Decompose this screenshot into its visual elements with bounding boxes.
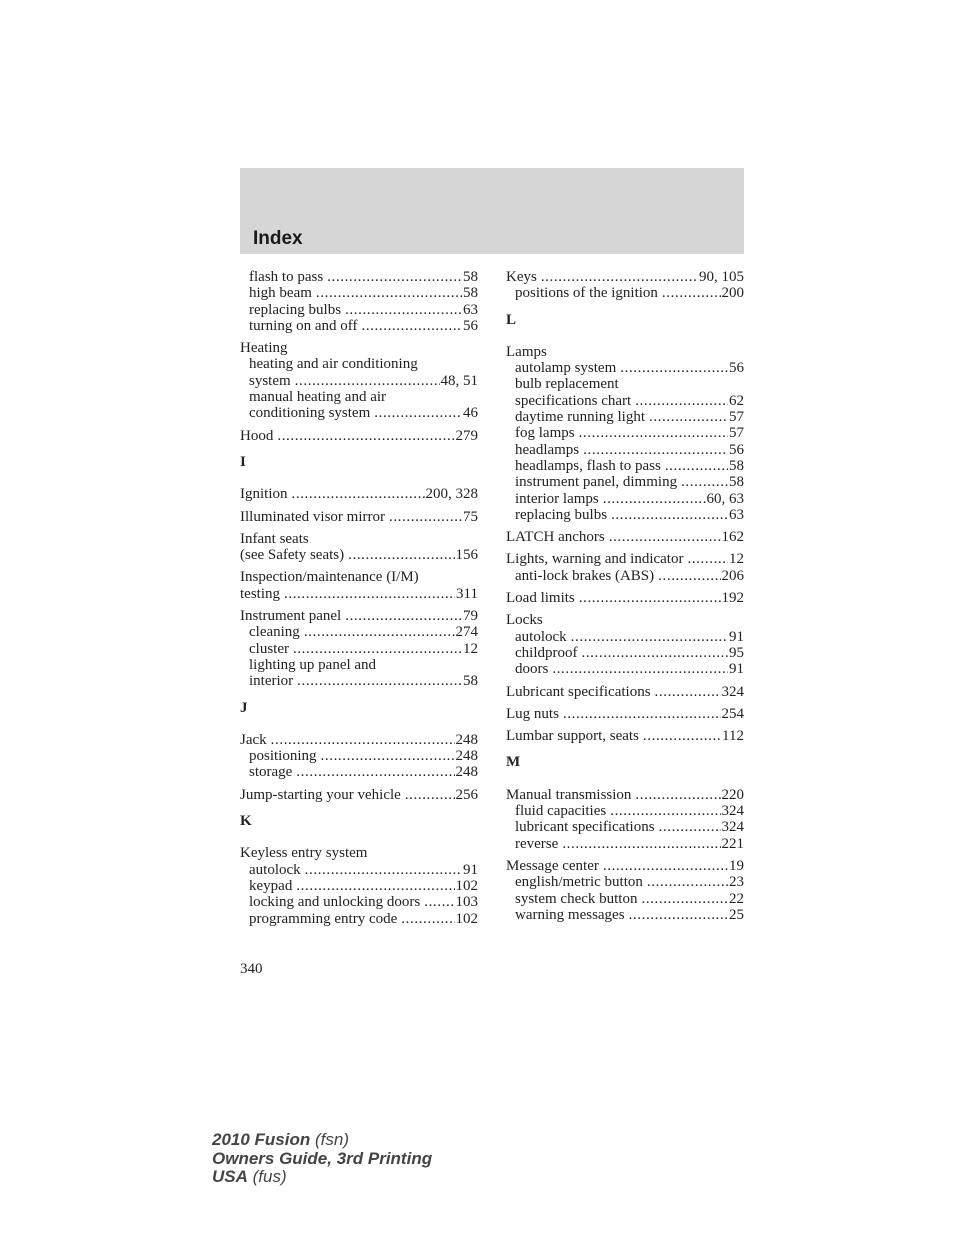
entry-label: cleaning — [249, 624, 300, 641]
entry-page-ref: 248 — [455, 748, 478, 765]
index-entry — [506, 551, 744, 567]
index-subentry — [240, 405, 478, 421]
entry-page-ref: 102 — [455, 877, 478, 894]
index-entry — [240, 428, 478, 444]
index-subentry-text: lighting up panel and — [249, 656, 377, 673]
index-subentry — [240, 748, 478, 764]
entry-label: interior lamps — [515, 490, 599, 507]
dot-leader — [603, 491, 706, 507]
index-letter-heading: K — [240, 813, 252, 830]
index-subentry — [240, 269, 478, 285]
entry-page-ref: 274 — [455, 624, 478, 641]
entry-label: keypad — [249, 877, 293, 894]
index-entry — [240, 608, 478, 624]
entry-label: interior — [249, 673, 294, 690]
index-subentry — [506, 507, 744, 523]
entry-label: Load limits — [506, 590, 575, 607]
index-entry — [240, 787, 478, 803]
entry-page-ref: 254 — [721, 705, 744, 722]
entry-page-ref: 248 — [455, 764, 478, 781]
index-subentry — [506, 836, 744, 852]
dot-leader — [401, 911, 454, 927]
dot-leader — [581, 645, 728, 661]
index-subentry — [506, 393, 744, 409]
entry-label: doors — [515, 661, 549, 678]
dot-leader — [305, 862, 462, 878]
index-entry — [240, 586, 478, 602]
entry-label: autolock — [515, 628, 567, 645]
index-subentry — [506, 360, 744, 376]
entry-page-ref: 221 — [721, 835, 744, 852]
index-subentry — [506, 425, 744, 441]
entry-page-ref: 220 — [721, 786, 744, 803]
dot-leader — [345, 608, 462, 624]
dot-leader — [659, 819, 721, 835]
index-subentry — [506, 568, 744, 584]
entry-label: specifications chart — [515, 392, 632, 409]
entry-page-ref: 279 — [455, 427, 478, 444]
dot-leader — [271, 732, 455, 748]
entry-page-ref: 48, 51 — [440, 372, 478, 389]
index-letter-heading: L — [506, 311, 517, 328]
entry-label: positions of the ignition — [515, 285, 658, 302]
entry-label: Jack — [240, 731, 267, 748]
dot-leader — [635, 393, 728, 409]
entry-page-ref: 206 — [721, 567, 744, 584]
entry-page-ref: 63 — [729, 506, 744, 523]
entry-page-ref: 75 — [463, 508, 478, 525]
entry-page-ref: 58 — [463, 285, 478, 302]
entry-page-ref: 58 — [463, 269, 478, 285]
index-subentry — [240, 641, 478, 657]
index-subentry-text: heating and air conditioning — [249, 356, 418, 373]
entry-label: english/metric button — [515, 874, 643, 891]
entry-label: fluid capacities — [515, 803, 607, 820]
entry-label: Lights, warning and indicator — [506, 551, 684, 568]
entry-label: Hood — [240, 427, 274, 444]
entry-page-ref: 91 — [463, 861, 478, 878]
dot-leader — [296, 764, 454, 780]
dot-leader — [361, 318, 462, 334]
page-number: 340 — [240, 961, 263, 977]
entry-label: anti-lock brakes (ABS) — [515, 567, 655, 584]
entry-page-ref: 60, 63 — [706, 490, 744, 507]
entry-label: Lubricant specifications — [506, 683, 651, 700]
footer-market-code: (fus) — [252, 1167, 287, 1186]
entry-page-ref: 91 — [729, 628, 744, 645]
index-subentry — [240, 673, 478, 689]
index-entry-text: Lamps — [506, 343, 547, 360]
entry-label: positioning — [249, 748, 317, 765]
dot-leader — [681, 474, 728, 490]
entry-label: Keys — [506, 269, 537, 285]
index-entry — [240, 509, 478, 525]
dot-leader — [687, 551, 728, 567]
entry-label: programming entry code — [249, 910, 398, 927]
index-column-right — [506, 269, 744, 923]
entry-label: headlamps, flash to pass — [515, 457, 661, 474]
dot-leader — [304, 624, 455, 640]
index-subentry — [506, 629, 744, 645]
entry-page-ref: 57 — [729, 425, 744, 442]
entry-page-ref: 19 — [729, 857, 744, 874]
index-entry — [506, 728, 744, 744]
entry-page-ref: 90, 105 — [699, 269, 744, 285]
entry-label: cluster — [249, 640, 289, 657]
dot-leader — [649, 409, 728, 425]
index-letter-heading: J — [240, 699, 248, 716]
entry-page-ref: 56 — [463, 317, 478, 334]
index-entry-text: Keyless entry system — [240, 845, 368, 862]
entry-label: flash to pass — [249, 269, 324, 285]
dot-leader — [620, 360, 728, 376]
entry-page-ref: 324 — [721, 819, 744, 836]
entry-label: daytime running light — [515, 409, 645, 426]
index-subentry — [506, 891, 744, 907]
entry-label: autolamp system — [515, 360, 617, 377]
entry-label: Message center — [506, 857, 599, 874]
dot-leader — [563, 706, 721, 722]
entry-page-ref: 200, 328 — [425, 486, 478, 503]
entry-page-ref: 311 — [456, 585, 478, 602]
entry-label: high beam — [249, 285, 312, 302]
index-subentry — [506, 874, 744, 890]
entry-page-ref: 162 — [721, 529, 744, 546]
entry-page-ref: 23 — [729, 874, 744, 891]
entry-label: locking and unlocking doors — [249, 894, 421, 911]
dot-leader — [571, 629, 728, 645]
entry-page-ref: 56 — [729, 360, 744, 377]
entry-page-ref: 112 — [722, 728, 744, 745]
dot-leader — [345, 302, 462, 318]
index-subentry — [506, 661, 744, 677]
entry-page-ref: 91 — [729, 661, 744, 678]
index-subentry — [240, 862, 478, 878]
entry-label: replacing bulbs — [249, 301, 342, 318]
dot-leader — [635, 787, 720, 803]
index-subentry — [240, 373, 478, 389]
entry-label: fog lamps — [515, 425, 575, 442]
index-entry — [506, 706, 744, 722]
index-subentry — [240, 894, 478, 910]
entry-label: childproof — [515, 644, 578, 661]
index-entry — [506, 684, 744, 700]
dot-leader — [541, 269, 698, 285]
entry-page-ref: 57 — [729, 409, 744, 426]
entry-label: storage — [249, 764, 293, 781]
entry-page-ref: 192 — [721, 590, 744, 607]
entry-label: Manual transmission — [506, 786, 632, 803]
entry-page-ref: 12 — [463, 640, 478, 657]
index-subentry — [240, 878, 478, 894]
index-subentry — [240, 764, 478, 780]
dot-leader — [292, 486, 425, 502]
index-column-left — [240, 269, 478, 927]
entry-page-ref: 46 — [463, 405, 478, 422]
entry-label: headlamps — [515, 441, 580, 458]
dot-leader — [641, 891, 728, 907]
entry-page-ref: 25 — [729, 906, 744, 923]
entry-page-ref: 12 — [729, 551, 744, 568]
index-subentry — [506, 409, 744, 425]
dot-leader — [295, 373, 440, 389]
index-entry-text: Heating — [240, 340, 288, 357]
dot-leader — [647, 874, 728, 890]
dot-leader — [643, 728, 721, 744]
dot-leader — [603, 858, 728, 874]
entry-label: conditioning system — [249, 405, 371, 422]
index-subentry — [240, 302, 478, 318]
dot-leader — [389, 509, 462, 525]
entry-page-ref: 56 — [729, 441, 744, 458]
dot-leader — [424, 894, 454, 910]
index-subentry — [506, 285, 744, 301]
index-subentry — [240, 624, 478, 640]
entry-label: testing — [240, 585, 280, 602]
entry-page-ref: 103 — [455, 894, 478, 911]
index-entry — [240, 547, 478, 563]
index-subentry — [506, 907, 744, 923]
entry-label: Lumbar support, seats — [506, 728, 639, 745]
footer-guide: Owners Guide, 3rd Printing — [212, 1148, 433, 1168]
index-entry — [240, 486, 478, 502]
index-subentry — [240, 911, 478, 927]
index-subentry — [506, 491, 744, 507]
dot-leader — [583, 442, 728, 458]
dot-leader — [348, 547, 454, 563]
entry-label: (see Safety seats) — [240, 547, 345, 564]
index-entry-text: Inspection/maintenance (I/M) — [240, 569, 419, 586]
index-letter-heading: I — [240, 453, 246, 470]
index-header-band — [240, 168, 744, 254]
entry-label: Lug nuts — [506, 705, 559, 722]
entry-label: replacing bulbs — [515, 506, 608, 523]
entry-label: Jump-starting your vehicle — [240, 786, 401, 803]
entry-label: lubricant specifications — [515, 819, 655, 836]
entry-page-ref: 156 — [455, 547, 478, 564]
index-entry-text: Locks — [506, 612, 543, 629]
entry-label: turning on and off — [249, 317, 358, 334]
footer-model: 2010 Fusion — [212, 1130, 311, 1149]
dot-leader — [296, 878, 454, 894]
page-title: Index — [253, 228, 303, 249]
entry-label: warning messages — [515, 906, 625, 923]
dot-leader — [284, 586, 455, 602]
index-subentry — [506, 458, 744, 474]
index-subentry — [240, 285, 478, 301]
entry-page-ref: 256 — [455, 786, 478, 803]
dot-leader — [629, 907, 728, 923]
entry-page-ref: 62 — [729, 392, 744, 409]
index-entry — [506, 269, 744, 285]
dot-leader — [405, 787, 455, 803]
index-entry — [506, 590, 744, 606]
index-entry — [506, 787, 744, 803]
footer-model-code: (fsn) — [315, 1130, 349, 1149]
dot-leader — [658, 568, 720, 584]
entry-label: Instrument panel — [240, 608, 342, 625]
index-subentry — [506, 645, 744, 661]
index-subentry — [506, 803, 744, 819]
dot-leader — [579, 590, 721, 606]
entry-page-ref: 58 — [729, 474, 744, 491]
dot-leader — [655, 684, 721, 700]
dot-leader — [611, 507, 728, 523]
dot-leader — [665, 458, 728, 474]
dot-leader — [609, 529, 721, 545]
document-footer — [212, 1131, 432, 1187]
footer-market: USA — [212, 1167, 248, 1186]
index-entry — [240, 732, 478, 748]
index-letter-heading: M — [506, 754, 521, 771]
entry-page-ref: 58 — [729, 457, 744, 474]
dot-leader — [327, 269, 462, 285]
entry-label: reverse — [515, 835, 559, 852]
entry-label: LATCH anchors — [506, 529, 605, 546]
entry-page-ref: 79 — [463, 608, 478, 625]
entry-page-ref: 58 — [463, 673, 478, 690]
dot-leader — [552, 661, 728, 677]
entry-label: instrument panel, dimming — [515, 474, 678, 491]
entry-page-ref: 63 — [463, 301, 478, 318]
entry-page-ref: 95 — [729, 644, 744, 661]
entry-page-ref: 102 — [455, 910, 478, 927]
index-subentry — [506, 474, 744, 490]
entry-label: Illuminated visor mirror — [240, 508, 385, 525]
dot-leader — [297, 673, 462, 689]
index-entry-text: Infant seats — [240, 530, 309, 547]
entry-page-ref: 248 — [455, 731, 478, 748]
index-entry — [506, 858, 744, 874]
index-subentry — [506, 819, 744, 835]
entry-label: autolock — [249, 861, 301, 878]
entry-page-ref: 200 — [721, 285, 744, 302]
dot-leader — [662, 285, 721, 301]
entry-label: Ignition — [240, 486, 288, 503]
entry-label: system check button — [515, 890, 638, 907]
dot-leader — [321, 748, 455, 764]
index-entry — [506, 529, 744, 545]
entry-label: system — [249, 372, 291, 389]
dot-leader — [277, 428, 454, 444]
dot-leader — [293, 641, 462, 657]
index-subentry — [506, 442, 744, 458]
dot-leader — [562, 836, 720, 852]
entry-page-ref: 324 — [721, 683, 744, 700]
index-subentry-text: manual heating and air — [249, 389, 387, 406]
dot-leader — [316, 285, 462, 301]
index-subentry-text: bulb replacement — [515, 376, 619, 393]
entry-page-ref: 22 — [729, 890, 744, 907]
index-subentry — [240, 318, 478, 334]
dot-leader — [610, 803, 720, 819]
entry-page-ref: 324 — [721, 803, 744, 820]
dot-leader — [374, 405, 462, 421]
dot-leader — [579, 425, 728, 441]
